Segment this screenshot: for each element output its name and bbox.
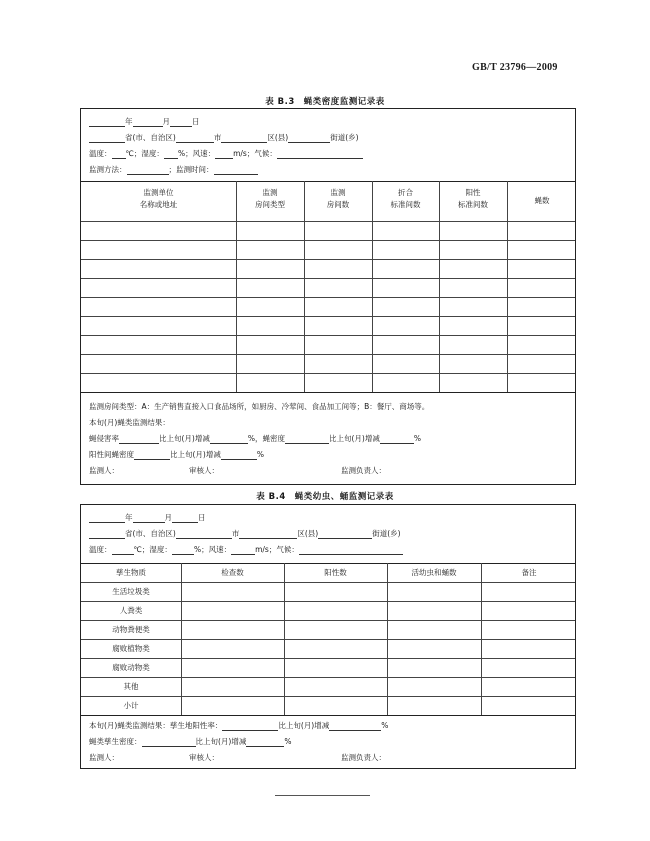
b4-row-rotting-plants: 腐败植物类 xyxy=(112,644,150,653)
b4-province-label: 省(市、自治区) xyxy=(125,529,176,538)
b4-result-label: 本旬(月)蝇类监测结果：孳生地阳性率： xyxy=(89,721,223,730)
b3-temp-label: 温度： xyxy=(89,149,112,158)
b4-district-label: 区(县) xyxy=(297,529,319,538)
b3-col-room-count: 监测 房间数 xyxy=(326,188,350,209)
b4-year-label: 年 xyxy=(125,513,133,522)
b3-density-label: %，蝇密度 xyxy=(247,434,285,443)
b3-street-label: 街道(乡) xyxy=(330,133,359,142)
b3-col-standard-rooms: 折合 标准间数 xyxy=(390,188,421,209)
b3-signature-line xyxy=(89,466,386,476)
b3-positive-cmp: 比上旬(月)增减 xyxy=(170,450,221,459)
b3-humidity-label: ℃；湿度： xyxy=(125,149,164,158)
b4-density-label: 蝇类孳生密度： xyxy=(89,737,142,746)
b4-humidity-label: ℃；湿度： xyxy=(133,545,172,554)
b4-density-pct: % xyxy=(284,737,292,746)
b3-location-line xyxy=(89,133,359,143)
b3-col-unit: 监测单位 名称或地址 xyxy=(139,188,178,209)
b4-row-household-waste: 生活垃圾类 xyxy=(112,587,150,596)
b3-positive-label: 阳性间蝇密度 xyxy=(89,450,134,459)
b3-reviewer-label: 审核人： xyxy=(189,466,219,475)
b3-day-label: 日 xyxy=(192,117,200,126)
b3-city-label: 市 xyxy=(213,133,222,142)
b3-col-fly-count: 蝇数 xyxy=(534,196,550,205)
b3-weather-line xyxy=(89,149,363,159)
b3-province-label: 省(市、自治区) xyxy=(125,133,176,142)
b3-month-label: 月 xyxy=(162,117,170,126)
b4-city-label: 市 xyxy=(231,529,240,538)
standard-number: GB/T 23796—2009 xyxy=(472,62,558,73)
b4-signature-line xyxy=(89,753,386,763)
b4-location-line xyxy=(89,529,401,539)
b3-wind-label: %；风速： xyxy=(177,149,216,158)
b3-result-label: 本旬(月)蝇类监测结果： xyxy=(89,418,170,427)
b4-month-label: 月 xyxy=(164,513,172,522)
b3-district-label: 区(县) xyxy=(267,133,289,142)
b4-climate-label: m/s；气候： xyxy=(255,545,299,554)
b4-row-rotting-animals: 腐败动物类 xyxy=(112,663,150,672)
b3-method-line xyxy=(89,165,258,175)
b3-date-line xyxy=(89,117,200,127)
b3-density-pct: % xyxy=(413,434,421,443)
b3-room-type-note: 监测房间类型：A：生产销售直接入口食品场所，如厨房、冷荤间、食品加工间等；B：餐厅、商场等。 xyxy=(89,402,430,411)
b4-result-pct: % xyxy=(381,721,389,730)
b3-col-room-type: 监测 房间类型 xyxy=(255,188,285,209)
table-b4 xyxy=(80,504,576,769)
b4-col-substance: 孳生物质 xyxy=(116,568,146,577)
b4-day-label: 日 xyxy=(198,513,206,522)
b3-positive-line xyxy=(89,450,264,460)
b4-manager-label: 监测负责人： xyxy=(341,753,386,762)
b3-method-label: 监测方法： xyxy=(89,165,127,174)
b3-density-cmp: 比上旬(月)增减 xyxy=(329,434,380,443)
b3-manager-label: 监测负责人： xyxy=(341,466,386,475)
b4-row-animal-feces: 动物粪便类 xyxy=(112,625,150,634)
b4-row-subtotal: 小计 xyxy=(123,701,139,710)
b4-wind-label: %；风速： xyxy=(193,545,232,554)
b4-result-line xyxy=(89,721,388,731)
b4-col-larvae: 活幼虫和蛹数 xyxy=(411,568,457,577)
footer-rule xyxy=(275,795,370,796)
b3-infestation-line xyxy=(89,434,421,444)
table-b3 xyxy=(80,108,576,485)
b3-col-positive-rooms: 阳性 标准间数 xyxy=(458,188,488,209)
b4-density-line xyxy=(89,737,292,747)
b3-monitor-label: 监测人： xyxy=(89,466,119,475)
b3-time-label: ；监测时间： xyxy=(168,165,214,174)
b3-positive-pct: % xyxy=(256,450,264,459)
b3-infestation-label: 蝇侵害率 xyxy=(89,434,119,443)
table-b3-caption: 表 B.3 蝇类密度监测记录表 xyxy=(265,97,385,107)
b4-row-human-feces: 人粪类 xyxy=(119,606,143,615)
b4-date-line xyxy=(89,513,206,523)
b4-col-remarks: 备注 xyxy=(521,568,537,577)
b3-infestation-cmp: 比上旬(月)增减 xyxy=(159,434,210,443)
b4-street-label: 街道(乡) xyxy=(372,529,401,538)
b4-reviewer-label: 审核人： xyxy=(189,753,219,762)
b4-weather-line xyxy=(89,545,403,555)
b4-density-cmp: 比上旬(月)增减 xyxy=(195,737,247,746)
b3-year-label: 年 xyxy=(125,117,133,126)
b3-climate-label: m/s；气候： xyxy=(233,149,277,158)
b4-temp-label: 温度： xyxy=(89,545,112,554)
b4-row-other: 其他 xyxy=(123,682,139,691)
b4-result-cmp: 比上旬(月)增减 xyxy=(278,721,330,730)
b4-col-positive: 阳性数 xyxy=(324,568,347,577)
b4-monitor-label: 监测人： xyxy=(89,753,119,762)
table-b4-caption: 表 B.4 蝇类幼虫、蛹监测记录表 xyxy=(256,492,394,502)
b4-col-inspected: 检查数 xyxy=(221,568,244,577)
